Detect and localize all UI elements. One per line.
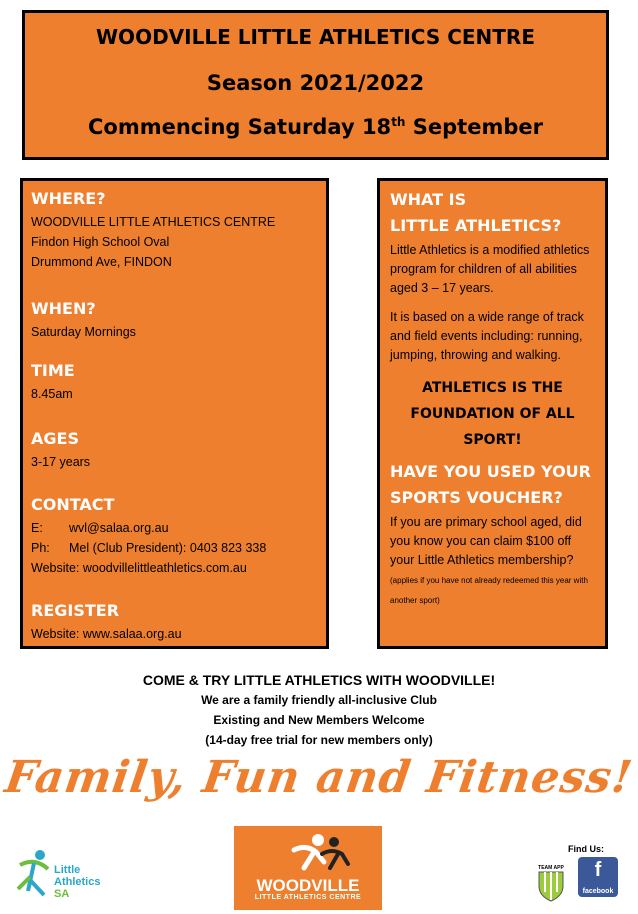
facebook-label: facebook xyxy=(582,888,614,895)
email-row xyxy=(31,518,320,538)
what-heading-2: LITTLE ATHLETICS? xyxy=(390,216,562,235)
la-logo-text-1: Little xyxy=(54,864,81,876)
promo-block xyxy=(0,670,638,750)
where-section xyxy=(31,189,320,272)
woodville-logo xyxy=(234,826,382,910)
phone-label: Ph: xyxy=(31,541,50,555)
about-paragraph-2: It is based on a wide range of track and field events including: running, jumping, throwing and walking. xyxy=(390,310,584,362)
ages-heading: AGES xyxy=(31,429,79,448)
time-value: 8.45am xyxy=(31,387,73,401)
register-section xyxy=(31,601,320,644)
foundation-statement: ATHLETICS IS THE FOUNDATION OF ALL SPORT! xyxy=(410,380,575,448)
la-logo-text-3: SA xyxy=(54,888,70,900)
where-line-1: WOODVILLE LITTLE ATHLETICS CENTRE xyxy=(31,215,276,229)
voucher-paragraph: If you are primary school aged, did you know you can claim $100 off your Little Athletics membership? (applies if you have not already redeemed this year with another sport) xyxy=(390,515,588,605)
facebook-icon[interactable]: f facebook xyxy=(578,857,618,897)
time-section xyxy=(31,361,320,404)
contact-website[interactable]: Website: woodvillelittleathletics.com.au xyxy=(31,561,247,575)
email-label: E: xyxy=(31,521,43,535)
team-app-icon[interactable] xyxy=(535,862,567,902)
runners-icon xyxy=(234,826,382,876)
when-value: Saturday Mornings xyxy=(31,325,136,339)
what-heading-1: WHAT IS xyxy=(390,190,467,209)
promo-line-2: We are a family friendly all-inclusive Club xyxy=(201,693,437,707)
contact-heading: CONTACT xyxy=(31,495,115,514)
about-box xyxy=(377,178,608,649)
when-heading: WHEN? xyxy=(31,299,96,318)
contact-section xyxy=(31,495,320,578)
where-heading: WHERE? xyxy=(31,189,106,208)
header-box xyxy=(22,10,609,160)
team-app-label: TEAM APP xyxy=(538,865,564,871)
register-website[interactable]: Website: www.salaa.org.au xyxy=(31,627,182,641)
when-section xyxy=(31,299,320,342)
promo-line-3: Existing and New Members Welcome xyxy=(213,713,425,727)
season-title: Season 2021/2022 xyxy=(206,71,425,95)
club-title: WOODVILLE LITTLE ATHLETICS CENTRE xyxy=(96,25,535,49)
phone-value: Mel (Club President): 0403 823 338 xyxy=(69,541,267,555)
email-value[interactable]: wvl@salaa.org.au xyxy=(69,521,169,535)
phone-row xyxy=(31,538,320,558)
time-heading: TIME xyxy=(31,361,75,380)
promo-line-1: COME & TRY LITTLE ATHLETICS WITH WOODVILLE! xyxy=(142,672,496,688)
info-box xyxy=(20,178,329,649)
register-heading: REGISTER xyxy=(31,601,120,620)
la-logo-text-2: Athletics xyxy=(54,876,101,888)
little-athletics-sa-logo xyxy=(10,845,120,905)
promo-line-4: (14-day free trial for new members only) xyxy=(205,733,433,747)
about-paragraph-1: Little Athletics is a modified athletics program for children of all abilities aged 3 – 17 years. xyxy=(390,243,590,295)
where-line-2: Findon High School Oval xyxy=(31,235,170,249)
ages-section xyxy=(31,429,320,472)
voucher-heading: HAVE YOU USED YOUR SPORTS VOUCHER? xyxy=(390,462,591,507)
find-us-label: Find Us: xyxy=(568,844,604,854)
woodville-logo-subtitle: LITTLE ATHLETICS CENTRE xyxy=(254,894,362,901)
ages-value: 3-17 years xyxy=(31,455,91,469)
voucher-note: (applies if you have not already redeemed this year with another sport) xyxy=(390,576,588,605)
tagline: Family, Fun and Fitness! xyxy=(2,752,636,803)
woodville-logo-name: WOODVILLE xyxy=(256,876,360,895)
where-line-3: Drummond Ave, FINDON xyxy=(31,255,172,269)
commencing-title: Commencing Saturday 18th September xyxy=(88,115,543,139)
